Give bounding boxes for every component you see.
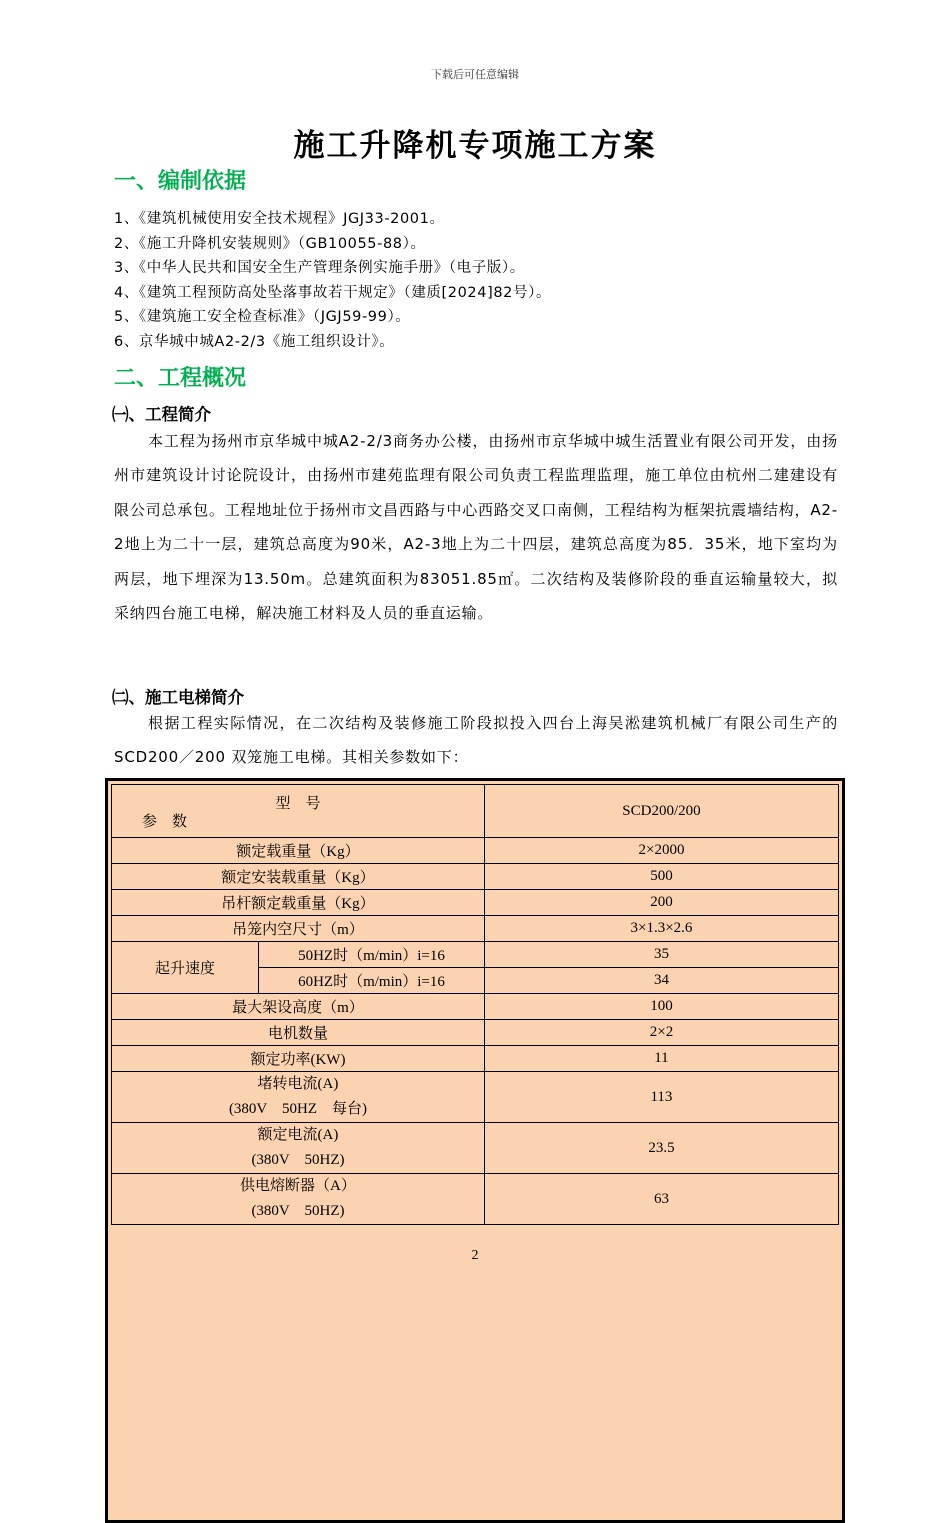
param-value: 2×2000 xyxy=(484,838,838,864)
param-value: 3×1.3×2.6 xyxy=(484,916,838,942)
param-label xyxy=(112,1174,485,1225)
header-diagonal-cell xyxy=(112,785,485,838)
table-row xyxy=(112,1072,839,1123)
table-row xyxy=(112,838,839,864)
subheading-elevator-intro: ㈡、施工电梯简介 xyxy=(112,688,244,707)
param-value: 200 xyxy=(484,890,838,916)
section-heading-basis: 一、编制依据 xyxy=(114,169,247,194)
param-label: 额定载重量（Kg） xyxy=(112,838,485,864)
param-label: 最大架设高度（m） xyxy=(112,994,485,1020)
model-value: SCD200/200 xyxy=(484,785,838,838)
spec-table xyxy=(105,778,845,1523)
table-row xyxy=(112,942,839,968)
param-label: 吊笼内空尺寸（m） xyxy=(112,916,485,942)
reference-item: 6、京华城中城A2-2/3《施工组织设计》。 xyxy=(114,333,395,350)
param-value: 35 xyxy=(484,942,838,968)
page-number: 2 xyxy=(471,1248,479,1263)
param-label-line2: (380V 50HZ 每台) xyxy=(228,1101,367,1117)
table-row xyxy=(112,1174,839,1225)
param-value: 34 xyxy=(484,968,838,994)
table-row xyxy=(112,1123,839,1174)
reference-item: 2、《施工升降机安装规则》（GB10055-88）。 xyxy=(114,235,426,252)
param-label: 电机数量 xyxy=(112,1020,485,1046)
header-note: 下载后可任意编辑 xyxy=(431,68,519,81)
reference-item: 3、《中华人民共和国安全生产管理条例实施手册》（电子版）。 xyxy=(114,260,525,277)
param-label-line2: (380V 50HZ) xyxy=(251,1203,345,1219)
param-value: 11 xyxy=(484,1046,838,1072)
param-label-line1: 额定电流(A) xyxy=(257,1127,339,1143)
param-label-line1: 供电熔断器（A） xyxy=(240,1178,356,1194)
speed-sub-label: 60HZ时（m/min）i=16 xyxy=(259,968,485,994)
param-label: 额定安装载重量（Kg） xyxy=(112,864,485,890)
project-intro-paragraph: 本工程为扬州市京华城中城A2-2/3商务办公楼，由扬州市京华城中城生活置业有限公司开发，由扬州市建筑设计讨论院设计，由扬州市建苑监理有限公司负责工程监理监理，施工单位由杭州二建建设有限公司总承包。工程地址位于扬州市文昌西路与中心西路交叉口南侧，工程结构为框架抗震墙结构，A2-2地上为二十一层，建筑总高度为90米，A2-3地上为二十四层，建筑总高度为85．35米，地下室均为两层，地下埋深为13.50m。总建筑面积为83051.85㎡。二次结构及装修阶段的垂直运输量较大，拟采纳四台施工电梯，解决施工材料及人员的垂直运输。 xyxy=(114,432,838,623)
header-label-param: 参 数 xyxy=(142,814,188,830)
reference-item: 1、《建筑机械使用安全技术规程》JGJ33-2001。 xyxy=(114,211,445,227)
param-value: 2×2 xyxy=(484,1020,838,1046)
table-row xyxy=(112,916,839,942)
elevator-intro-paragraph: 根据工程实际情况，在二次结构及装修施工阶段拟投入四台上海吴淞建筑机械厂有限公司生产的SCD200／200 双笼施工电梯。其相关参数如下： xyxy=(114,714,838,766)
section-heading-overview: 二、工程概况 xyxy=(114,366,247,391)
param-value: 113 xyxy=(484,1072,838,1123)
header-label-model: 型 号 xyxy=(275,796,321,812)
table-row xyxy=(112,1020,839,1046)
param-value: 500 xyxy=(484,864,838,890)
param-label-line2: (380V 50HZ) xyxy=(251,1152,345,1168)
subheading-project-intro: ㈠、工程简介 xyxy=(112,405,211,424)
reference-item: 5、《建筑施工安全检查标准》（JGJ59-99）。 xyxy=(114,309,411,326)
param-label-line1: 堵转电流(A) xyxy=(257,1076,339,1092)
speed-sub-label: 50HZ时（m/min）i=16 xyxy=(259,942,485,968)
param-label xyxy=(112,1072,485,1123)
speed-label: 起升速度 xyxy=(112,942,259,994)
reference-list xyxy=(114,207,551,355)
table-header-row xyxy=(112,785,839,838)
document-title: 施工升降机专项施工方案 xyxy=(293,128,657,164)
param-label xyxy=(112,1123,485,1174)
param-label: 额定功率(KW) xyxy=(112,1046,485,1072)
reference-item: 4、《建筑工程预防高处坠落事故若干规定》（建质[2024]82号）。 xyxy=(114,284,552,301)
param-value: 100 xyxy=(484,994,838,1020)
param-value: 23.5 xyxy=(484,1123,838,1174)
table-row xyxy=(112,1046,839,1072)
param-value: 63 xyxy=(484,1174,838,1225)
table-row xyxy=(112,890,839,916)
param-label: 吊杆额定载重量（Kg） xyxy=(112,890,485,916)
table-row xyxy=(112,864,839,890)
table-row xyxy=(112,994,839,1020)
